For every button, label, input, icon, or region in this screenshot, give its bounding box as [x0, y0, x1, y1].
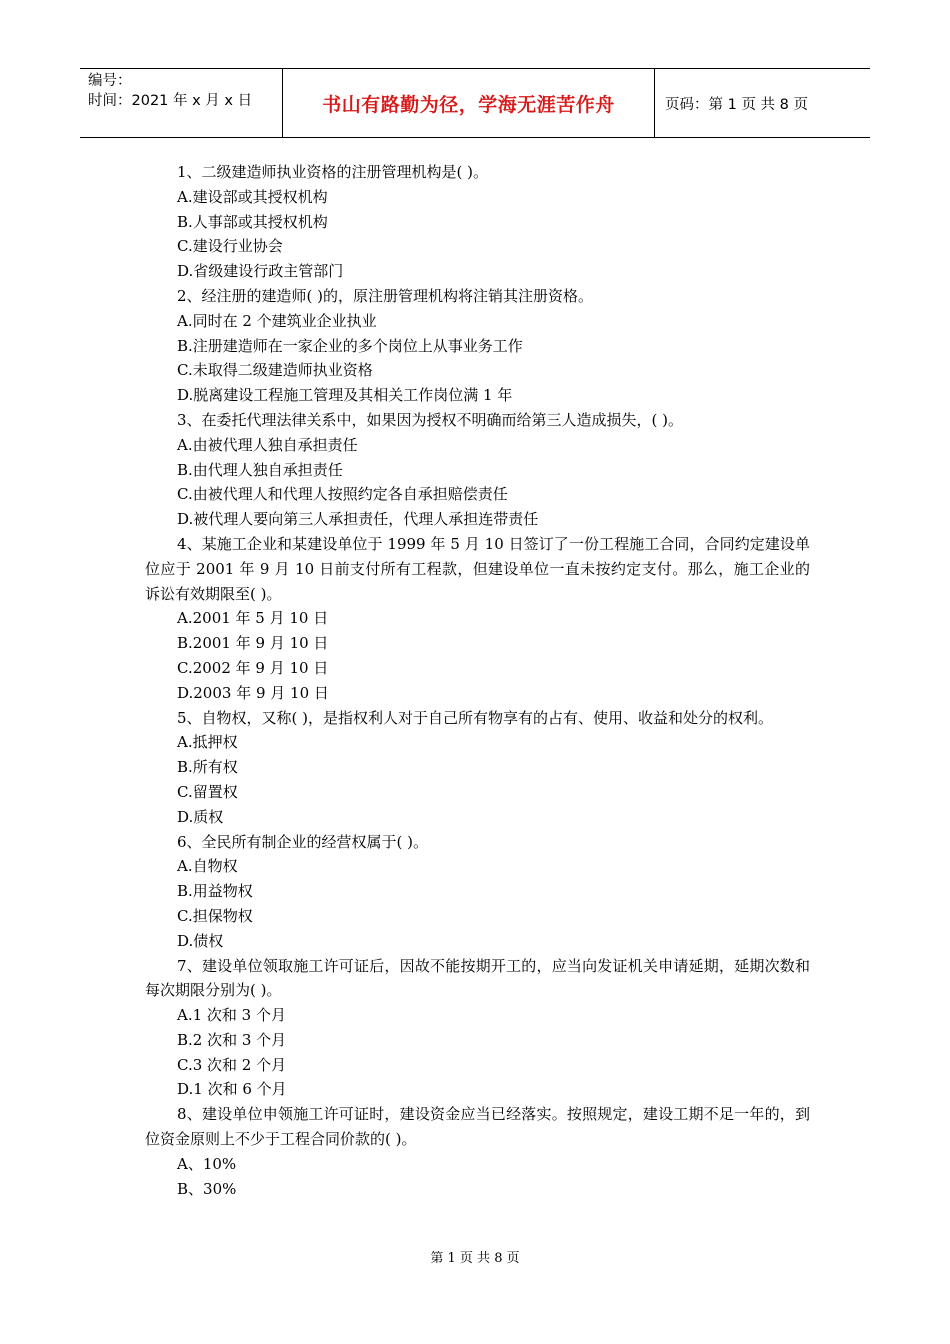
page-header: [80, 68, 870, 138]
time-label: 时间：2021 年 x 月 x 日: [88, 93, 253, 109]
answer-option: C.由被代理人和代理人按照约定各自承担赔偿责任: [177, 485, 508, 504]
answer-option: B.人事部或其授权机构: [177, 212, 328, 231]
question-stem: 7、建设单位领取施工许可证后，因故不能按期开工的，应当向发证机关申请延期，延期次数和每次期限分别为( )。: [145, 956, 810, 1000]
answer-option: C.留置权: [177, 782, 238, 801]
answer-option: B.所有权: [177, 758, 238, 777]
answer-option: C.建设行业协会: [177, 237, 283, 256]
answer-option: B.由代理人独自承担责任: [177, 460, 343, 479]
answer-option: A.建设部或其授权机构: [177, 187, 328, 206]
number-label: 编号：: [88, 73, 132, 89]
answer-option: B.2 次和 3 个月: [177, 1030, 287, 1049]
answer-option: C.2002 年 9 月 10 日: [177, 658, 329, 677]
question-block: [145, 408, 810, 532]
question-stem: 1、二级建造师执业资格的注册管理机构是( )。: [177, 163, 489, 181]
answer-option: B.2001 年 9 月 10 日: [177, 634, 329, 653]
question-block: [145, 284, 810, 408]
answer-option: B、30%: [177, 1179, 237, 1198]
question-block: [145, 830, 810, 954]
answer-option: A.自物权: [177, 857, 238, 876]
answer-option: C.3 次和 2 个月: [177, 1055, 287, 1074]
answer-option: A.2001 年 5 月 10 日: [177, 609, 329, 628]
header-motto: 书山有路勤为径，学海无涯苦作舟: [282, 69, 655, 137]
question-stem: 8、建设单位申领施工许可证时，建设资金应当已经落实。按照规定，建设工期不足一年的，到位资金原则上不少于工程合同价款的( )。: [145, 1105, 810, 1149]
header-meta: [80, 69, 282, 137]
question-list: [145, 160, 810, 1201]
question-stem: 4、某施工企业和某建设单位于 1999 年 5 月 10 日签订了一份工程施工合同，合同约定建设单位应于 2001 年 9 月 10 日前支付所有工程款，但建设单位一直未按约定支付。那么，施工企业的诉讼有效期限至( )。: [145, 534, 810, 603]
answer-option: C.未取得二级建造师执业资格: [177, 361, 373, 380]
answer-option: D.1 次和 6 个月: [177, 1080, 287, 1099]
answer-option: D.质权: [177, 807, 224, 826]
question-stem: 5、自物权，又称( )，是指权利人对于自己所有物享有的占有、使用、收益和处分的权利。: [177, 708, 774, 727]
answer-option: B.注册建造师在一家企业的多个岗位上从事业务工作: [177, 336, 523, 355]
answer-option: A.抵押权: [177, 733, 238, 752]
answer-option: A、10%: [177, 1154, 237, 1173]
answer-option: D.2003 年 9 月 10 日: [177, 683, 329, 702]
question-block: [145, 1102, 810, 1201]
question-block: [145, 706, 810, 830]
question-stem: 3、在委托代理法律关系中，如果因为授权不明确而给第三人造成损失，( )。: [177, 410, 684, 429]
header-page-info: 页码：第 1 页 共 8 页: [665, 96, 808, 113]
answer-option: A.由被代理人独自承担责任: [177, 435, 358, 454]
question-block: [145, 160, 810, 284]
answer-option: D.省级建设行政主管部门: [177, 262, 344, 281]
question-stem: 6、全民所有制企业的经营权属于( )。: [177, 832, 429, 851]
answer-option: A.1 次和 3 个月: [177, 1006, 286, 1025]
answer-option: D.债权: [177, 931, 224, 950]
question-block: [145, 532, 810, 706]
question-stem: 2、经注册的建造师( )的，原注册管理机构将注销其注册资格。: [177, 286, 594, 305]
question-block: [145, 954, 810, 1103]
page-footer: 第 1 页 共 8 页: [430, 1251, 520, 1266]
answer-option: A.同时在 2 个建筑业企业执业: [177, 311, 377, 330]
answer-option: C.担保物权: [177, 906, 253, 925]
answer-option: B.用益物权: [177, 882, 253, 901]
answer-option: D.脱离建设工程施工管理及其相关工作岗位满 1 年: [177, 386, 513, 405]
answer-option: D.被代理人要向第三人承担责任，代理人承担连带责任: [177, 510, 539, 529]
